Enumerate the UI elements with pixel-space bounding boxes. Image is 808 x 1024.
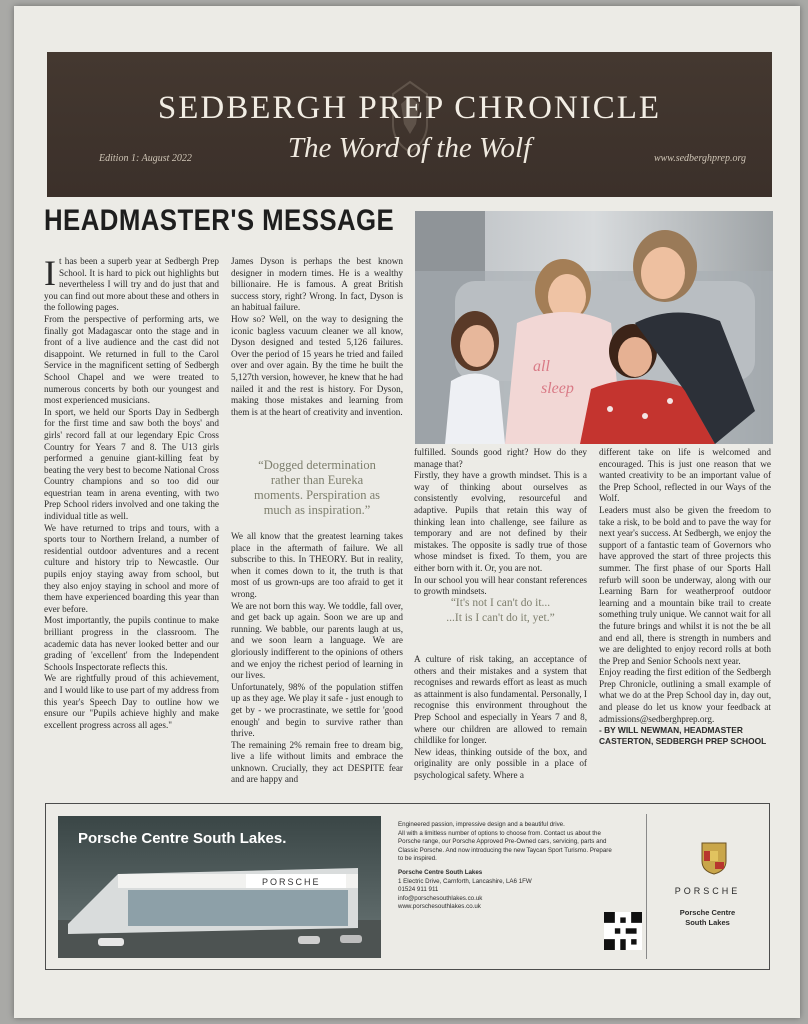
newspaper-title: SEDBERGH PREP CHRONICLE [157, 90, 662, 126]
article-column-3-continued [414, 654, 587, 782]
paragraph: Firstly, they have a growth mindset. This is a way of thinking about ourselves as consistently evolving, resourceful and adaptive. Pupils that retain this way of thinking lean into challenge, see failure as temporary and are not defined by their mistakes. The opposite is sadly true of those whose mindset is fixed. To them, you are either born with it. Or, you are not. [414, 470, 587, 573]
porsche-advert [45, 803, 770, 970]
qr-code-icon[interactable] [604, 912, 642, 950]
pull-quote: “Dogged determination rather than Eureka moments. Perspiration as much as inspiration.” [253, 458, 381, 517]
dealer-website[interactable]: www.porschesouthlakes.co.uk [398, 903, 481, 911]
newspaper-subtitle: The Word of the Wolf [287, 132, 532, 164]
dealer-name: Porsche Centre South Lakes [398, 868, 483, 876]
paragraph: James Dyson is perhaps the best known designer in modern times. He is a wealthy billionaire. He is famous. A great British success story, right? Wrong. In fact, Dyson is an habitual failure. [231, 256, 403, 313]
edition-label: Edition 1: August 2022 [99, 153, 192, 164]
drop-cap: I [44, 253, 56, 293]
dealer-label-line: South Lakes [685, 918, 730, 927]
ad-body: All with a limitless number of options to choose from. Contact us about the Porsche range, our Porsche Approved Pre-Owned cars, servicing, parts and Classic Porsche. And now introducing the new Taycan Sport Turismo. Prepare to be inspired. [398, 829, 612, 863]
ad-copy [398, 821, 618, 912]
porsche-crest-icon [700, 841, 728, 875]
article-headline: HEADMASTER'S MESSAGE [44, 204, 395, 237]
masthead [47, 52, 772, 197]
paragraph: t has been a superb year at Sedbergh Prep School. It is hard to pick out highlights but nevertheless I will try and do just that and you can find out more about these and others in the following pages. [44, 256, 219, 313]
article-column-3 [414, 447, 587, 598]
dealer-label-line: Porsche Centre [679, 908, 736, 917]
dealer-phone: 01524 911 911 [398, 886, 439, 894]
children-photo [415, 211, 773, 444]
dealer-address: 1 Electric Drive, Carnforth, Lancashire, LA6 1FW [398, 877, 532, 885]
paragraph: We have returned to trips and tours, with a sports tour to Northern Ireland, a number of residential outdoor adventures and a recent culture and history trip to Newcastle. Our pupils enjoy staying away from school, but they also enjoy staying in school and more of them have experienced boarding this year than ever before. [44, 522, 219, 614]
pull-quote [418, 596, 583, 626]
ad-intro: Engineered passion, impressive design and a beautiful drive. [398, 821, 565, 828]
dealer-email[interactable]: info@porschesouthlakes.co.uk [398, 894, 483, 902]
paragraph: A culture of risk taking, an acceptance of others and their mistakes and a system that recognises and rewards effort as least as much as attainment is also fundamental. Personally, I recognise this environment throughout the Prep School and especially in Years 7 and 8, where our children are allowed to remain childlike for longer. [414, 654, 587, 746]
newspaper-page [14, 6, 800, 1018]
website-link[interactable]: www.sedberghprep.org [653, 153, 746, 164]
paragraph: In our school you will hear constant references to growth mindsets. [414, 574, 587, 597]
paragraph: The remaining 2% remain free to dream big, live a life without limits and embrace the unknown. Crucially, they act DESPITE fear and are happy and [231, 739, 403, 785]
paragraph: From the perspective of performing arts, we finally got Madagascar onto the stage and in front of a live audience and the cast did not disappoint. We returned in full to the Carol Service in the magnificent setting of Sedbergh School Chapel and we were treated to numerous concerts by both our youngest and most experienced musicians. [44, 313, 219, 406]
paragraph: fulfilled. Sounds good right? How do they manage that? [414, 447, 587, 469]
article-column-2-continued [231, 531, 403, 786]
porsche-logo-text: PORSCHE [674, 886, 741, 896]
paragraph: Leaders must also be given the freedom to take a risk, to be bold and to pave the way for next year's success. At Sedbergh, we enjoy the support of a fantastic team of Governors who have approved the start of three projects this summer. The first phase of our Sports Hall refurb will soon be underway, along with our Learning Barn for weatherproof outdoor learning and a mountain bike trail to create something truly unique. We cannot wait for all the future brings and whilst it is not the be all and end all, there is strength in numbers and we are delighted to enjoy record rolls at both the Prep and Senior Schools next year. [599, 504, 771, 666]
paragraph: We are not born this way. We toddle, fall over, and get back up again. Soon we are up and running. We babble, our parents laugh at us, and we soon learn a language. We are gloriously indifferent to the opinions of others and we enjoy the richest period of learning in our lives. [231, 600, 403, 681]
paragraph: In sport, we held our Sports Day in Sedbergh for the first time and saw both the boys' and girls' record fall at our legendary Epic Cross Country for Years 7 and 8. The U13 girls performed a genuine giant-killing feat by beating the very best to become National Cross Country champions and so too did our equestrian team in arena eventing, with two Prep School riders involved and one taking the individual title as well. [44, 406, 219, 522]
paragraph: Enjoy reading the first edition of the Sedbergh Prep Chronicle, outlining a small example of what we do at the Prep School day in, day out, and please do let us know your feedback at admissions@sedberghprep.org. [599, 667, 771, 724]
svg-text:all: all [533, 358, 550, 375]
paragraph: Unfortunately, 98% of the population stiffen up as they age. We play it safe - just enough to get by - we procrastinate, we settle for 'good enough' and begin to survive rather than thrive. [231, 681, 403, 739]
svg-text:sleep: sleep [541, 380, 574, 397]
building-sign: PORSCHE [262, 877, 321, 887]
quote-line: ...It is I can't do it, yet.” [446, 612, 555, 624]
author-signature: - BY WILL NEWMAN, HEADMASTER CASTERTON, SEDBERGH PREP SCHOOL [599, 725, 767, 747]
paragraph: We all know that the greatest learning takes place in the aftermath of failure. We all subscribe to this. In THEORY. But in reality, when it comes down to it, the truth is that most of us grown-ups are too afraid to get it wrong. [231, 531, 403, 599]
paragraph: Most importantly, the pupils continue to make brilliant progress in the classroom. The academic data has never looked better and our grading of 'excellent' from the Independent Schools Inspectorate reflects this. [44, 615, 219, 672]
ad-title: Porsche Centre South Lakes. [78, 830, 287, 847]
paragraph: We are rightfully proud of this achievement, and I would like to use part of my address from this year's Speech Day to outline how we ensure our "Pupils achieve highly and make excellent progress across all ages." [44, 673, 219, 730]
dealer-label [646, 908, 769, 928]
paragraph: different take on life is welcomed and encouraged. This is just one reason that we wanted creativity to be an important value of the Prep School, reflected in our Ways of the Wolf. [599, 447, 771, 504]
article-column-1 [44, 253, 219, 731]
article-column-2 [231, 256, 403, 418]
article-column-4 [599, 447, 771, 747]
paragraph: How so? Well, on the way to designing the iconic bagless vacuum cleaner we all know, Dyson designed and tested 5,126 failures. Over the period of 15 years he tried and failed over and over again. By the time he built the 5,127th version, however, he knew that he had nailed it and the rest is history. For Dyson, making those mistakes and learning from them is at the heart of creativity and invention. [231, 313, 403, 417]
paragraph: New ideas, thinking outside of the box, and originality are only possible in a place of psychological safety. Where a [414, 746, 587, 780]
quote-line: “It's not I can't do it... [450, 597, 551, 609]
dealership-photo [58, 816, 381, 958]
